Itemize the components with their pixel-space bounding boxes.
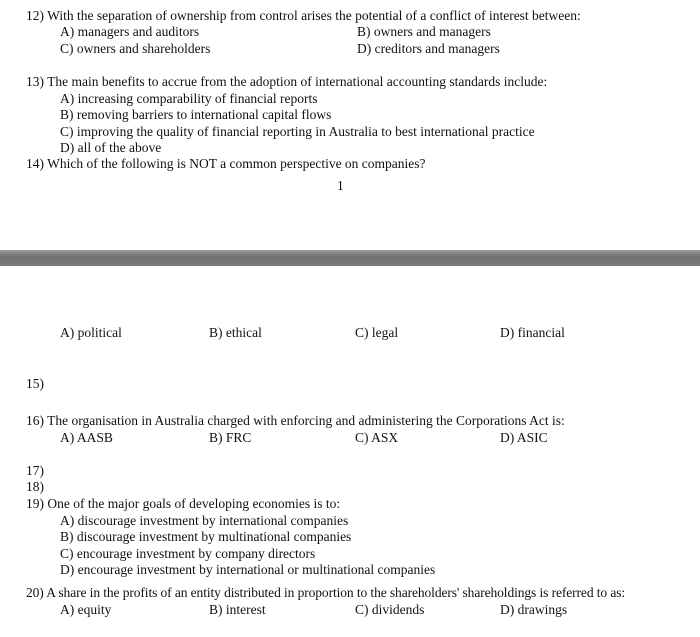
q12-option-b: B) owners and managers (357, 24, 491, 39)
q19-option-a: A) discourage investment by international companies (60, 513, 349, 528)
q18-label: 18) (26, 479, 44, 494)
q20-stem: 20) A share in the profits of an entity distributed in proportion to the shareholders' shareholdings is referred to as: (26, 585, 626, 600)
q19-option-c: C) encourage investment by company directors (60, 546, 316, 561)
q16-option-a: A) AASB (60, 430, 113, 445)
q14-option-a: A) political (60, 325, 122, 340)
q16-option-d: D) ASIC (500, 430, 548, 445)
q14-option-d: D) financial (500, 325, 565, 340)
q15-label: 15) (26, 376, 44, 391)
q14-stem: 14) Which of the following is NOT a common perspective on companies? (26, 156, 426, 171)
q14-option-b: B) ethical (209, 325, 262, 340)
q16-option-b: B) FRC (209, 430, 252, 445)
q20-option-b: B) interest (209, 602, 266, 617)
q12-option-c: C) owners and shareholders (60, 41, 211, 56)
q14-option-c: C) legal (355, 325, 399, 340)
q16-stem: 16) The organisation in Australia charged with enforcing and administering the Corporations Act is: (26, 413, 565, 428)
q20-option-d: D) drawings (500, 602, 568, 617)
page-number: 1 (337, 178, 344, 193)
q19-option-b: B) discourage investment by multinational companies (60, 529, 352, 544)
page-break-divider (0, 250, 700, 266)
q16-option-c: C) ASX (355, 430, 399, 445)
q13-option-c: C) improving the quality of financial reporting in Australia to best international practice (60, 124, 535, 139)
q17-label: 17) (26, 463, 44, 478)
q13-option-b: B) removing barriers to international capital flows (60, 107, 332, 122)
q12-option-a: A) managers and auditors (60, 24, 200, 39)
q19-stem: 19) One of the major goals of developing economies is to: (26, 496, 341, 511)
q20-option-c: C) dividends (355, 602, 425, 617)
q20-option-a: A) equity (60, 602, 112, 617)
q12-stem: 12) With the separation of ownership from control arises the potential of a conflict of interest between: (26, 8, 581, 23)
q19-option-d: D) encourage investment by international or multinational companies (60, 562, 436, 577)
q13-option-a: A) increasing comparability of financial reports (60, 91, 318, 106)
q13-option-d: D) all of the above (60, 140, 162, 155)
q12-option-d: D) creditors and managers (357, 41, 500, 56)
q13-stem: 13) The main benefits to accrue from the adoption of international accounting standards include: (26, 74, 548, 89)
